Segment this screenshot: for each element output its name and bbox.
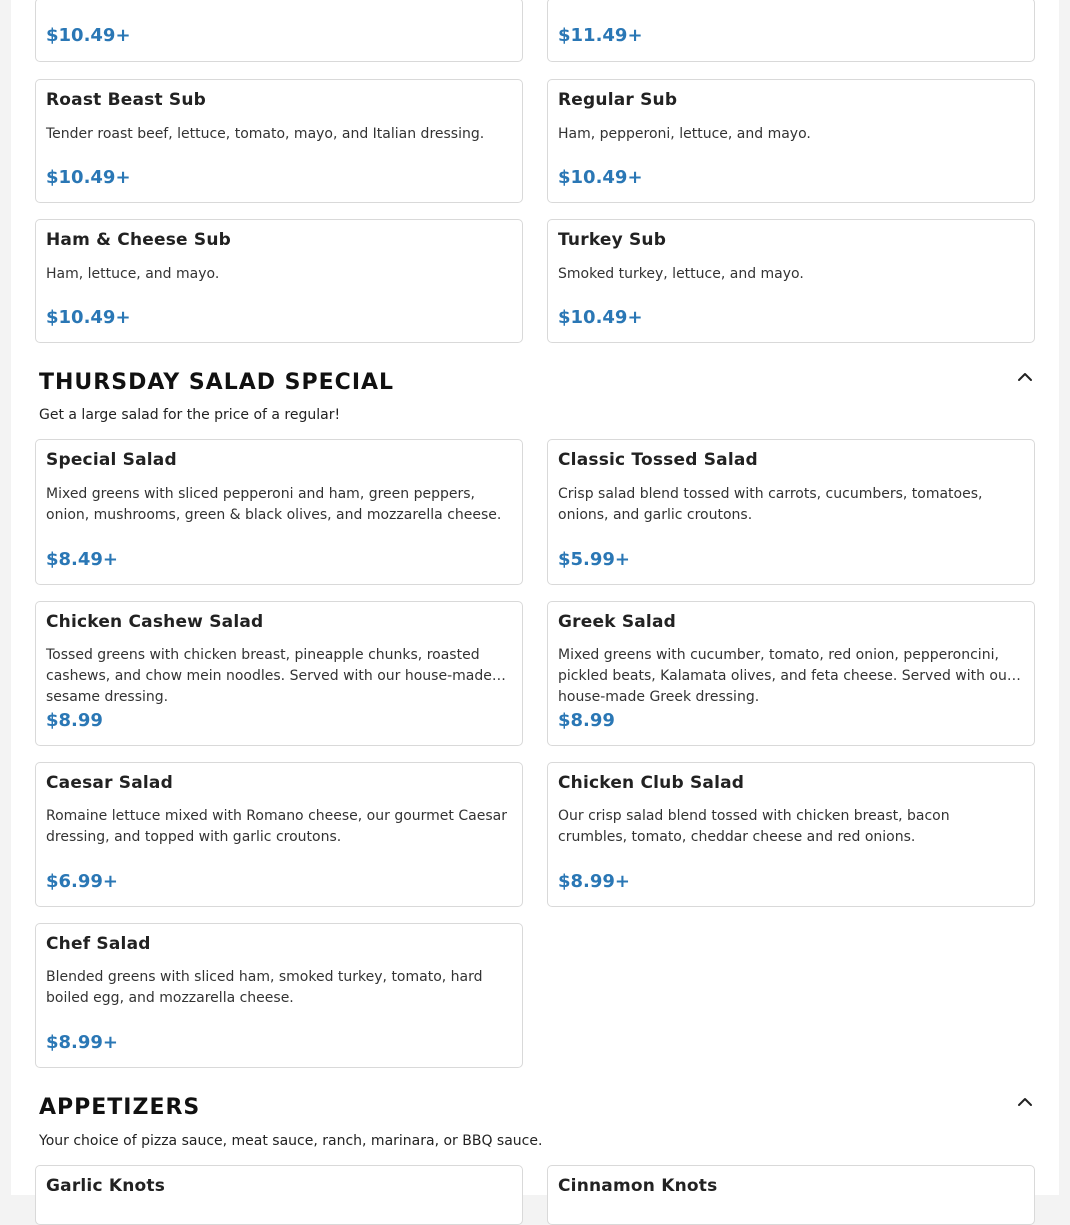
item-price: $8.99 bbox=[46, 710, 103, 731]
menu-item-card[interactable] bbox=[35, 79, 523, 203]
item-name: Chef Salad bbox=[46, 934, 151, 954]
item-name: Cinnamon Knots bbox=[558, 1176, 718, 1196]
menu-page bbox=[11, 0, 1059, 1195]
menu-item-card[interactable] bbox=[35, 219, 523, 343]
item-name: Turkey Sub bbox=[558, 230, 667, 250]
menu-item-card[interactable] bbox=[35, 0, 523, 62]
menu-item-card[interactable] bbox=[547, 79, 1035, 203]
item-description: Blended greens with sliced ham, smoked turkey, tomato, hard boiled egg, and mozzarella cheese. bbox=[46, 969, 483, 1006]
item-name: Greek Salad bbox=[558, 612, 677, 632]
menu-item-card[interactable] bbox=[35, 1165, 523, 1225]
item-description: Smoked turkey, lettuce, and mayo. bbox=[558, 266, 804, 282]
item-price: $10.49+ bbox=[46, 167, 131, 188]
item-price: $10.49+ bbox=[46, 25, 131, 46]
menu-item-card[interactable] bbox=[547, 762, 1035, 907]
item-name: Classic Tossed Salad bbox=[558, 450, 758, 470]
item-price: $8.99+ bbox=[558, 871, 631, 892]
item-price: $8.99+ bbox=[46, 1032, 119, 1053]
item-description: Ham, lettuce, and mayo. bbox=[46, 266, 220, 282]
chevron-up-icon[interactable] bbox=[1015, 1092, 1035, 1112]
menu-item-card[interactable] bbox=[547, 1165, 1035, 1225]
item-price: $10.49+ bbox=[46, 307, 131, 328]
chevron-up-icon[interactable] bbox=[1015, 367, 1035, 387]
item-description: Mixed greens with cucumber, tomato, red onion, pepperoncini, pickled beats, Kalamata olives, and feta cheese. Served with our house-made Greek dressing. bbox=[558, 647, 1013, 705]
item-name: Garlic Knots bbox=[46, 1176, 166, 1196]
item-price: $5.99+ bbox=[558, 549, 631, 570]
item-price: $10.49+ bbox=[558, 167, 643, 188]
item-description: Our crisp salad blend tossed with chicken breast, bacon crumbles, tomato, cheddar cheese and red onions. bbox=[558, 808, 950, 845]
menu-item-card[interactable] bbox=[35, 923, 523, 1068]
menu-item-card[interactable] bbox=[35, 762, 523, 907]
item-name: Chicken Club Salad bbox=[558, 773, 745, 793]
item-description: Crisp salad blend tossed with carrots, cucumbers, tomatoes, onions, and garlic croutons. bbox=[558, 486, 983, 523]
menu-item-card[interactable] bbox=[35, 601, 523, 746]
item-price: $10.49+ bbox=[558, 307, 643, 328]
menu-item-card[interactable] bbox=[547, 601, 1035, 746]
item-price: $8.99 bbox=[558, 710, 615, 731]
item-name: Caesar Salad bbox=[46, 773, 173, 793]
section-title: APPETIZERS bbox=[39, 1095, 201, 1120]
menu-item-card[interactable] bbox=[547, 219, 1035, 343]
item-name: Regular Sub bbox=[558, 90, 678, 110]
item-name: Chicken Cashew Salad bbox=[46, 612, 264, 632]
section-subtitle: Your choice of pizza sauce, meat sauce, ranch, marinara, or BBQ sauce. bbox=[39, 1133, 543, 1149]
item-price: $8.49+ bbox=[46, 549, 119, 570]
item-name: Ham & Cheese Sub bbox=[46, 230, 231, 250]
item-description: Tender roast beef, lettuce, tomato, mayo, and Italian dressing. bbox=[46, 126, 485, 142]
menu-item-card[interactable] bbox=[547, 0, 1035, 62]
section-subtitle: Get a large salad for the price of a regular! bbox=[39, 407, 341, 423]
item-description: Tossed greens with chicken breast, pineapple chunks, roasted cashews, and chow mein noodles. Served with our house-made sesame dressing. bbox=[46, 647, 492, 705]
item-description: Mixed greens with sliced pepperoni and ham, green peppers, onion, mushrooms, green & black olives, and mozzarella cheese. bbox=[46, 486, 502, 523]
menu-item-card[interactable] bbox=[35, 439, 523, 585]
item-price: $11.49+ bbox=[558, 25, 643, 46]
item-description: Ham, pepperoni, lettuce, and mayo. bbox=[558, 126, 811, 142]
item-name: Special Salad bbox=[46, 450, 177, 470]
item-price: $6.99+ bbox=[46, 871, 119, 892]
item-description: Romaine lettuce mixed with Romano cheese, our gourmet Caesar dressing, and topped with garlic croutons. bbox=[46, 808, 507, 845]
item-name: Roast Beast Sub bbox=[46, 90, 207, 110]
section-title: THURSDAY SALAD SPECIAL bbox=[39, 370, 395, 395]
menu-item-card[interactable] bbox=[547, 439, 1035, 585]
